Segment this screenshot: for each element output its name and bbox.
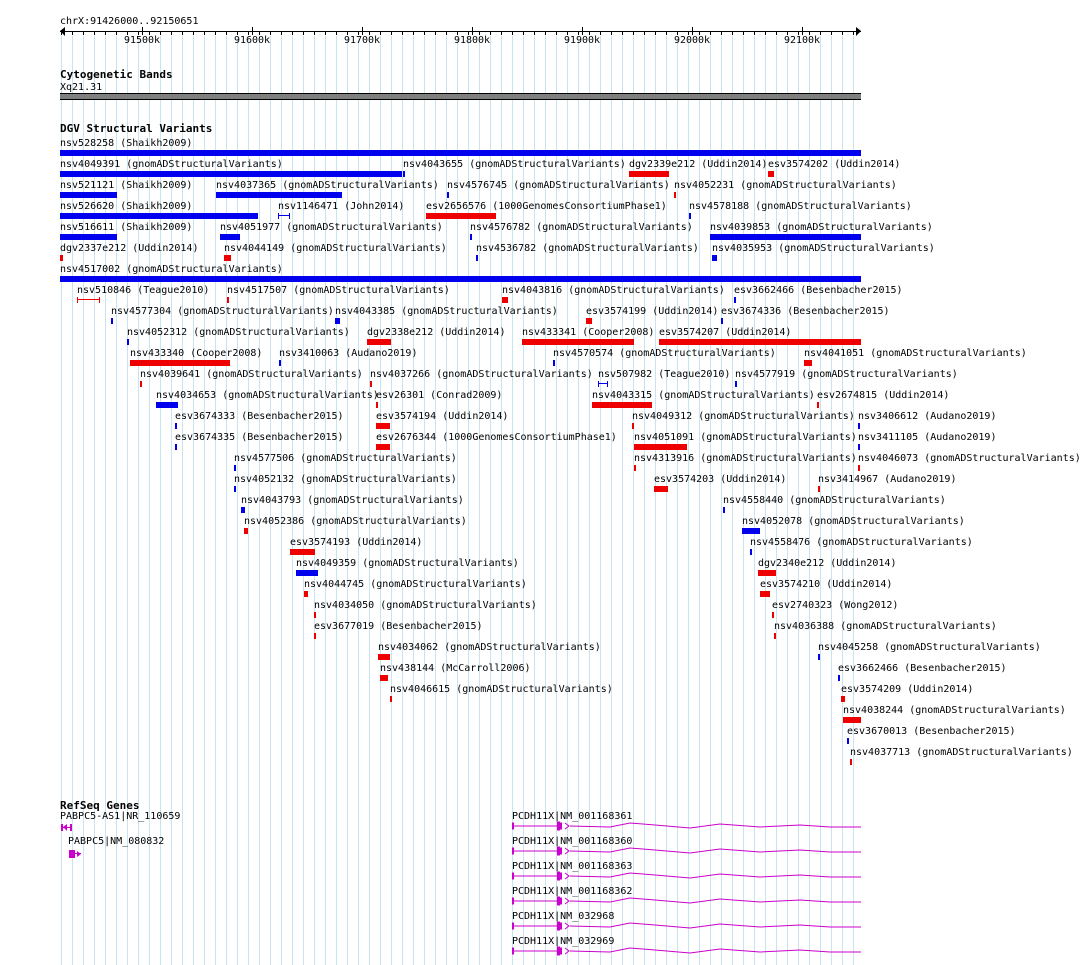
dgv-feature-label[interactable]: nsv4576745 (gnomADStructuralVariants): [447, 180, 670, 191]
refseq-gene-label[interactable]: PABPC5|NM_080832: [68, 836, 165, 847]
dgv-feature-label[interactable]: nsv4578188 (gnomADStructuralVariants): [689, 201, 912, 212]
ruler-tick-label: 91900k: [563, 35, 601, 46]
ruler-tick-label: 92100k: [783, 35, 821, 46]
dgv-feature-label[interactable]: nsv4570574 (gnomADStructuralVariants): [553, 348, 776, 359]
gene-intron-line: [570, 948, 861, 953]
dgv-feature-label[interactable]: nsv4037266 (gnomADStructuralVariants): [370, 369, 593, 380]
dgv-feature-label[interactable]: nsv4043655 (gnomADStructuralVariants): [403, 159, 626, 170]
dgv-feature-label[interactable]: nsv4536782 (gnomADStructuralVariants): [476, 243, 699, 254]
dgv-feature-label[interactable]: esv26301 (Conrad2009): [376, 390, 503, 401]
dgv-feature-label[interactable]: nsv3410063 (Audano2019): [279, 348, 418, 359]
gene-intron-line: [570, 923, 861, 928]
dgv-feature-label[interactable]: nsv4577506 (gnomADStructuralVariants): [234, 453, 457, 464]
refseq-gene-label[interactable]: PCDH11X|NM_032968: [512, 911, 615, 922]
dgv-feature-label[interactable]: nsv4052078 (gnomADStructuralVariants): [742, 516, 965, 527]
dgv-feature-label[interactable]: nsv526620 (Shaikh2009): [60, 201, 193, 212]
refseq-gene-label[interactable]: PABPC5-AS1|NR_110659: [60, 811, 181, 822]
ruler-tick-label: 91800k: [453, 35, 491, 46]
dgv-feature-label[interactable]: nsv4038244 (gnomADStructuralVariants): [843, 705, 1066, 716]
gene-exon: [512, 848, 514, 855]
gene-exon: [560, 948, 562, 955]
gene-exon: [557, 897, 560, 906]
dgv-feature-label[interactable]: nsv516611 (Shaikh2009): [60, 222, 193, 233]
dgv-feature-label[interactable]: esv3674336 (Besenbacher2015): [721, 306, 890, 317]
strand-arrow-icon: [565, 923, 569, 929]
dgv-feature-label[interactable]: nsv4052386 (gnomADStructuralVariants): [244, 516, 467, 527]
gene-exon: [557, 822, 560, 831]
dgv-feature-label[interactable]: esv2674815 (Uddin2014): [817, 390, 950, 401]
dgv-feature-label[interactable]: nsv4034653 (gnomADStructuralVariants): [156, 390, 379, 401]
dgv-feature-label[interactable]: nsv4313916 (gnomADStructuralVariants): [634, 453, 857, 464]
dgv-feature-label[interactable]: nsv4577919 (gnomADStructuralVariants): [735, 369, 958, 380]
refseq-gene-label[interactable]: PCDH11X|NM_032969: [512, 936, 615, 947]
dgv-track-title[interactable]: DGV Structural Variants: [60, 122, 213, 135]
dgv-feature-label[interactable]: nsv4558476 (gnomADStructuralVariants): [750, 537, 973, 548]
gene-exon: [560, 873, 562, 880]
strand-arrow-icon: [565, 898, 569, 904]
gene-exon: [560, 823, 562, 830]
dgv-feature-label[interactable]: nsv4043315 (gnomADStructuralVariants): [592, 390, 815, 401]
dgv-feature-label[interactable]: nsv4043385 (gnomADStructuralVariants): [335, 306, 558, 317]
dgv-feature-label[interactable]: nsv4036388 (gnomADStructuralVariants): [774, 621, 997, 632]
dgv-feature-label[interactable]: nsv4517507 (gnomADStructuralVariants): [227, 285, 450, 296]
dgv-feature-label[interactable]: nsv4558440 (gnomADStructuralVariants): [723, 495, 946, 506]
dgv-feature-label[interactable]: nsv4034050 (gnomADStructuralVariants): [314, 600, 537, 611]
dgv-feature-label[interactable]: nsv4049391 (gnomADStructuralVariants): [60, 159, 283, 170]
dgv-feature-label[interactable]: nsv4049359 (gnomADStructuralVariants): [296, 558, 519, 569]
dgv-feature-label[interactable]: nsv4034062 (gnomADStructuralVariants): [378, 642, 601, 653]
dgv-feature-label[interactable]: nsv4045258 (gnomADStructuralVariants): [818, 642, 1041, 653]
ruler-tick-label: 92000k: [673, 35, 711, 46]
dgv-feature-label[interactable]: nsv4039853 (gnomADStructuralVariants): [710, 222, 933, 233]
cytoband-track-title[interactable]: Cytogenetic Bands: [60, 68, 173, 81]
strand-arrow-icon: [565, 823, 569, 829]
dgv-feature-label[interactable]: nsv4037365 (gnomADStructuralVariants): [216, 180, 439, 191]
dgv-feature-label[interactable]: nsv4052231 (gnomADStructuralVariants): [674, 180, 897, 191]
gene-exon: [560, 898, 562, 905]
strand-arrow-icon: [565, 948, 569, 954]
cytoband-label: Xq21.31: [60, 82, 103, 93]
refseq-track-title[interactable]: RefSeq Genes: [60, 799, 140, 812]
dgv-feature-label[interactable]: esv3674333 (Besenbacher2015): [175, 411, 344, 422]
dgv-feature-label[interactable]: nsv4037713 (gnomADStructuralVariants): [850, 747, 1073, 758]
gene-intron-line: [570, 848, 861, 853]
ruler-tick-label: 91500k: [123, 35, 161, 46]
dgv-feature-label[interactable]: esv3574210 (Uddin2014): [760, 579, 893, 590]
dgv-feature-label[interactable]: esv3670013 (Besenbacher2015): [847, 726, 1016, 737]
gene-exon: [557, 847, 560, 856]
dgv-feature-label[interactable]: esv3574193 (Uddin2014): [290, 537, 423, 548]
dgv-feature-label[interactable]: esv3677019 (Besenbacher2015): [314, 621, 483, 632]
dgv-feature-label[interactable]: nsv4035953 (gnomADStructuralVariants): [712, 243, 935, 254]
gene-exon: [560, 848, 562, 855]
dgv-feature-label[interactable]: esv3662466 (Besenbacher2015): [838, 663, 1007, 674]
dgv-feature-label[interactable]: nsv4052132 (gnomADStructuralVariants): [234, 474, 457, 485]
dgv-feature-label[interactable]: nsv521121 (Shaikh2009): [60, 180, 193, 191]
dgv-feature-label[interactable]: esv3574203 (Uddin2014): [654, 474, 787, 485]
gene-exon: [557, 872, 560, 881]
dgv-feature-label[interactable]: nsv3414967 (Audano2019): [818, 474, 957, 485]
dgv-feature-label[interactable]: nsv4044149 (gnomADStructuralVariants): [224, 243, 447, 254]
dgv-feature-label[interactable]: esv2656576 (1000GenomesConsortiumPhase1): [426, 201, 667, 212]
dgv-feature-label[interactable]: nsv4051091 (gnomADStructuralVariants): [634, 432, 857, 443]
dgv-feature-label[interactable]: nsv4043816 (gnomADStructuralVariants): [502, 285, 725, 296]
gene-exon: [512, 948, 514, 955]
ruler-coords: chrX:91426000..92150651: [60, 16, 199, 27]
dgv-feature-label[interactable]: nsv4577304 (gnomADStructuralVariants): [111, 306, 334, 317]
dgv-feature-label[interactable]: nsv1146471 (John2014): [278, 201, 405, 212]
dgv-feature-label[interactable]: nsv510846 (Teague2010): [77, 285, 210, 296]
dgv-feature-label[interactable]: nsv4046615 (gnomADStructuralVariants): [390, 684, 613, 695]
gene-exon: [557, 922, 560, 931]
gene-exon: [512, 823, 514, 830]
dgv-feature-label[interactable]: nsv4051977 (gnomADStructuralVariants): [220, 222, 443, 233]
dgv-feature-label[interactable]: esv3674335 (Besenbacher2015): [175, 432, 344, 443]
ruler-tick-label: 91600k: [233, 35, 271, 46]
gene-exon: [512, 898, 514, 905]
gene-intron-line: [570, 873, 861, 878]
dgv-feature-label[interactable]: nsv4049312 (gnomADStructuralVariants): [632, 411, 855, 422]
dgv-feature-label[interactable]: dgv2340e212 (Uddin2014): [758, 558, 897, 569]
dgv-feature-label[interactable]: nsv4052312 (gnomADStructuralVariants): [127, 327, 350, 338]
dgv-feature-label[interactable]: nsv3411105 (Audano2019): [858, 432, 997, 443]
dgv-feature-label[interactable]: nsv433340 (Cooper2008): [130, 348, 263, 359]
dgv-feature-label[interactable]: nsv3406612 (Audano2019): [858, 411, 997, 422]
dgv-feature-label[interactable]: nsv4046073 (gnomADStructuralVariants): [858, 453, 1081, 464]
dgv-feature-label[interactable]: esv3574207 (Uddin2014): [659, 327, 792, 338]
dgv-feature-label[interactable]: nsv507982 (Teague2010): [598, 369, 731, 380]
dgv-feature-label[interactable]: dgv2339e212 (Uddin2014): [629, 159, 768, 170]
dgv-feature-label[interactable]: esv2740323 (Wong2012): [772, 600, 899, 611]
gene-exon: [560, 923, 562, 930]
dgv-feature-label[interactable]: esv3574199 (Uddin2014): [586, 306, 719, 317]
dgv-feature-label[interactable]: nsv528258 (Shaikh2009): [60, 138, 193, 149]
dgv-feature-label[interactable]: esv3574202 (Uddin2014): [768, 159, 901, 170]
refseq-gene-label[interactable]: PCDH11X|NM_001168361: [512, 811, 633, 822]
dgv-feature-label[interactable]: nsv4576782 (gnomADStructuralVariants): [470, 222, 693, 233]
dgv-feature-label[interactable]: nsv4039641 (gnomADStructuralVariants): [140, 369, 363, 380]
dgv-feature-label[interactable]: esv3662466 (Besenbacher2015): [734, 285, 903, 296]
dgv-feature-label[interactable]: nsv438144 (McCarroll2006): [380, 663, 531, 674]
dgv-feature-label[interactable]: esv3574209 (Uddin2014): [841, 684, 974, 695]
refseq-gene-label[interactable]: PCDH11X|NM_001168360: [512, 836, 633, 847]
dgv-feature-label[interactable]: nsv4043793 (gnomADStructuralVariants): [241, 495, 464, 506]
dgv-feature-label[interactable]: nsv4041051 (gnomADStructuralVariants): [804, 348, 1027, 359]
dgv-feature-label[interactable]: dgv2338e212 (Uddin2014): [367, 327, 506, 338]
ruler-tick-label: 91700k: [343, 35, 381, 46]
dgv-feature-label[interactable]: dgv2337e212 (Uddin2014): [60, 243, 199, 254]
dgv-feature-label[interactable]: esv2676344 (1000GenomesConsortiumPhase1): [376, 432, 617, 443]
strand-arrow-icon: [565, 848, 569, 854]
dgv-feature-label[interactable]: nsv433341 (Cooper2008): [522, 327, 655, 338]
strand-arrow-icon: [565, 873, 569, 879]
gene-exon: [512, 873, 514, 880]
dgv-feature-label[interactable]: nsv4517002 (gnomADStructuralVariants): [60, 264, 283, 275]
gene-exon: [512, 923, 514, 930]
gene-intron-line: [570, 823, 861, 828]
dgv-feature-label[interactable]: esv3574194 (Uddin2014): [376, 411, 509, 422]
refseq-gene-label[interactable]: PCDH11X|NM_001168362: [512, 886, 633, 897]
gene-intron-line: [570, 898, 861, 903]
refseq-gene-label[interactable]: PCDH11X|NM_001168363: [512, 861, 633, 872]
gene-exon: [557, 947, 560, 956]
dgv-feature-label[interactable]: nsv4044745 (gnomADStructuralVariants): [304, 579, 527, 590]
